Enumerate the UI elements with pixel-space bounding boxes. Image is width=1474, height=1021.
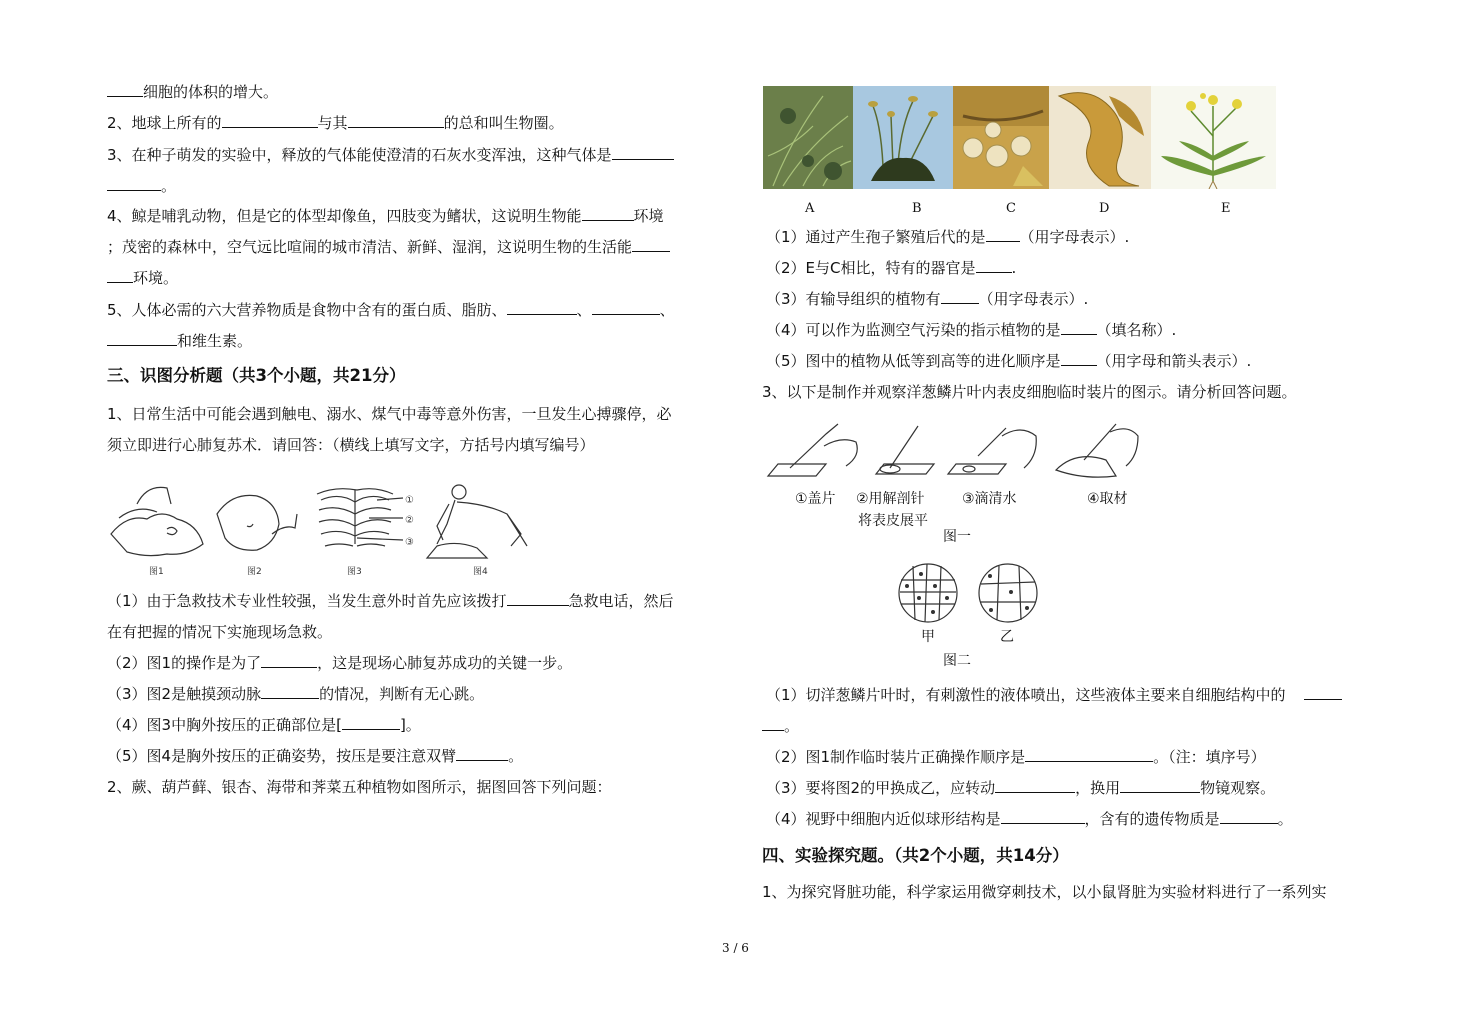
- section-3-heading: 三、识图分析题（共3个小题，共21分）: [107, 366, 406, 385]
- cpr-figures: [107, 474, 539, 578]
- blank[interactable]: [107, 82, 143, 97]
- q4-line-3: 环境。: [107, 268, 178, 288]
- r2-line: （2）E与C相比，特有的器官是 .: [766, 259, 1017, 277]
- blank[interactable]: [107, 331, 177, 346]
- r5-line: （5）图中的植物从低等到高等的进化顺序是 （用字母和箭头表示）.: [766, 352, 1252, 370]
- blank[interactable]: [261, 684, 319, 699]
- fig-label-3: 图3: [347, 567, 362, 577]
- figure-2-label: 图二: [943, 653, 971, 669]
- plant-letter-a: A: [805, 201, 815, 216]
- t4-line: （4）视野中细胞内近似球形结构是 ，含有的遗传物质是 。: [766, 810, 1293, 828]
- s4-line: （4）图3中胸外按压的正确部位是[ ]。: [107, 716, 421, 734]
- q4-line: 4、鲸是哺乳动物，但是它的体型却像鱼，四肢变为鳍状，这说明生物能 环境: [107, 207, 664, 225]
- view-label-jia: 甲: [921, 629, 935, 645]
- blank[interactable]: [1120, 778, 1200, 793]
- blank[interactable]: [342, 715, 400, 730]
- s2-line: （2）图1的操作是为了 ，这是现场心肺复苏成功的关键一步。: [107, 654, 573, 672]
- s3-line: （3）图2是触摸颈动脉 的情况，判断有无心跳。: [107, 685, 485, 703]
- blank[interactable]: [941, 289, 979, 304]
- blank[interactable]: [986, 227, 1020, 242]
- step-label-4: ④取材: [1087, 491, 1128, 507]
- plant-image-d: [1049, 86, 1151, 189]
- blank[interactable]: [582, 206, 634, 221]
- s5-line: （5）图4是胸外按压的正确姿势，按压是要注意双臂 。: [107, 747, 524, 765]
- slide-steps-figure: [766, 416, 1146, 484]
- blank[interactable]: [1061, 351, 1097, 366]
- q3-line-2: 。: [107, 176, 176, 196]
- rib-mark-2: ②: [405, 515, 414, 526]
- blank[interactable]: [107, 268, 133, 283]
- blank[interactable]: [612, 145, 674, 160]
- blank[interactable]: [348, 113, 444, 128]
- plant-image-a: [763, 86, 853, 189]
- section-4-heading: 四、实验探究题。（共2个小题，共14分）: [762, 846, 1069, 865]
- fig-label-1: 图1: [149, 567, 164, 577]
- p3-line: 3、以下是制作并观察洋葱鳞片叶内表皮细胞临时装片的图示。请分析回答问题。: [762, 383, 1297, 401]
- p1-line-2: 须立即进行心肺复苏术．请回答：（横线上填写文字，方括号内填写编号）: [107, 436, 595, 454]
- step-label-1: ①盖片: [795, 491, 836, 507]
- blank[interactable]: [995, 778, 1075, 793]
- plant-image-c: [953, 86, 1049, 189]
- blank[interactable]: [261, 653, 317, 668]
- q4-1-line: 1、为探究肾脏功能，科学家运用微穿刺技术，以小鼠肾脏为实验材料进行了一系列实: [762, 883, 1327, 901]
- r4-line: （4）可以作为监测空气污染的指示植物的是 （填名称）.: [766, 321, 1177, 339]
- blank[interactable]: [507, 300, 577, 315]
- t1-line: （1）切洋葱鳞片叶时，有刺激性的液体喷出，这些液体主要来自细胞结构中的: [766, 685, 1342, 705]
- rib-mark-1: ①: [405, 495, 414, 506]
- q5-line-2: 和维生素。: [107, 331, 252, 351]
- blank[interactable]: [1220, 809, 1278, 824]
- blank[interactable]: [592, 300, 660, 315]
- rib-mark-3: ③: [405, 537, 414, 548]
- blank[interactable]: [456, 746, 508, 761]
- fig-label-2: 图2: [247, 567, 262, 577]
- blank[interactable]: [1025, 747, 1153, 762]
- p1-line-1: 1、日常生活中可能会遇到触电、溺水、煤气中毒等意外伤害，一旦发生心搏骤停，必: [107, 405, 672, 423]
- blank[interactable]: [1061, 320, 1097, 335]
- r1-line: （1）通过产生孢子繁殖后代的是 （用字母表示）.: [766, 228, 1130, 246]
- plant-letter-c: C: [1006, 201, 1016, 216]
- step-label-2b: 将表皮展平: [858, 513, 928, 529]
- plant-image-b: [853, 86, 953, 189]
- plant-image-e: [1151, 86, 1276, 189]
- t1-line-2: 。: [762, 716, 799, 736]
- fig-label-4: 图4: [473, 567, 488, 577]
- s1-line-2: 在有把握的情况下实施现场急救。: [107, 623, 333, 641]
- t3-line: （3）要将图2的甲换成乙，应转动 ，换用 物镜观察。: [766, 779, 1276, 797]
- step-label-2: ②用解剖针: [856, 491, 925, 507]
- q3-line: 3、在种子萌发的实验中，释放的气体能使澄清的石灰水变浑浊，这种气体是: [107, 145, 674, 165]
- blank[interactable]: [976, 258, 1012, 273]
- microscope-views: [895, 562, 1040, 624]
- q5-line: 5、人体必需的六大营养物质是食物中含有的蛋白质、脂肪、 、 、: [107, 301, 675, 319]
- s1-line: （1）由于急救技术专业性较强，当发生意外时首先应该拨打 急救电话，然后: [107, 592, 674, 610]
- blank[interactable]: [762, 716, 784, 731]
- q2-line: 2、地球上所有的 与其 的总和叫生物圈。: [107, 114, 564, 132]
- blank[interactable]: [507, 591, 569, 606]
- step-label-3: ③滴清水: [962, 491, 1017, 507]
- plant-letter-e: E: [1221, 201, 1231, 216]
- plant-letter-b: B: [912, 201, 922, 216]
- blank[interactable]: [1304, 685, 1342, 700]
- p2-line: 2、蕨、葫芦藓、银杏、海带和荠菜五种植物如图所示，据图回答下列问题：: [107, 778, 612, 796]
- figure-1-label: 图一: [943, 529, 971, 545]
- blank[interactable]: [1001, 809, 1085, 824]
- r3-line: （3）有输导组织的植物有 （用字母表示）.: [766, 290, 1089, 308]
- blank[interactable]: [107, 176, 161, 191]
- q4-line-2: ；茂密的森林中，空气远比喧闹的城市清洁、新鲜、湿润，这说明生物的生活能: [107, 237, 670, 257]
- t2-line: （2）图1制作临时装片正确操作顺序是 。（注：填序号）: [766, 748, 1266, 766]
- left-line-1: 细胞的体积的增大。: [107, 82, 278, 102]
- view-label-yi: 乙: [1000, 629, 1014, 645]
- blank[interactable]: [222, 113, 318, 128]
- page-number: 3 / 6: [722, 941, 749, 955]
- blank[interactable]: [632, 237, 670, 252]
- plant-letter-d: D: [1099, 201, 1110, 216]
